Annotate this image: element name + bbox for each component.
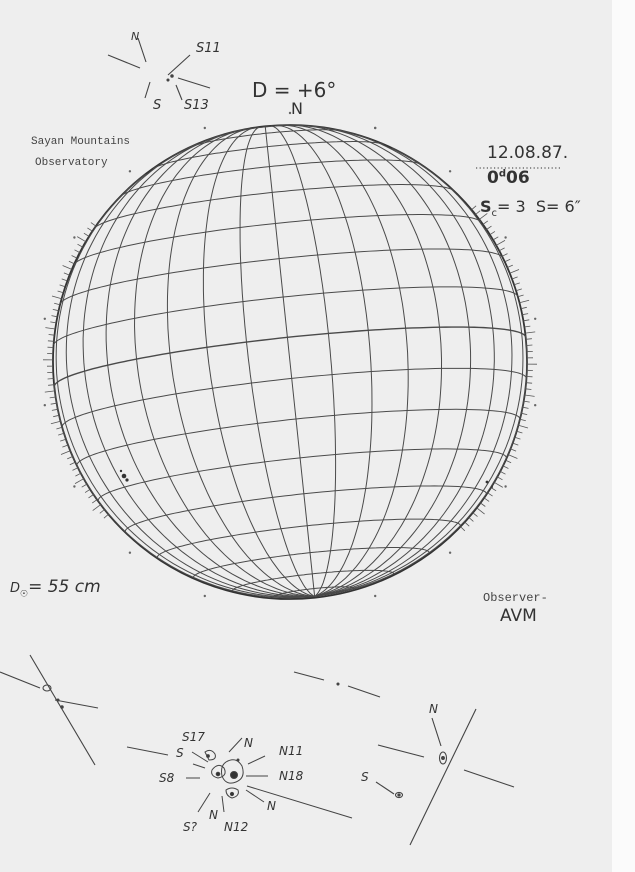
limb-tick-left — [50, 322, 56, 323]
limb-tick-right — [525, 395, 535, 396]
limb-tick-left — [58, 291, 64, 293]
limb-tick-right — [500, 471, 505, 474]
limb-tick-right — [503, 466, 508, 469]
limb-tick-right — [518, 425, 528, 428]
limb-tick-right — [477, 508, 485, 514]
limb-tick-right — [465, 522, 470, 526]
limb-tick-left — [62, 445, 68, 447]
limb-tick-left — [51, 421, 61, 424]
meridian-line — [224, 126, 314, 600]
limb-tick-left — [92, 500, 97, 504]
compass-rose — [108, 38, 210, 100]
limb-marker-dot — [129, 552, 131, 554]
limb-tick-left — [58, 433, 64, 435]
limb-tick-left — [56, 427, 62, 429]
group-s-question-label: S? — [183, 820, 197, 834]
limb-marker-dot — [449, 170, 451, 172]
group-n12-label: N12 — [224, 820, 249, 834]
limb-tick-right — [484, 498, 489, 502]
limb-tick-left — [52, 409, 58, 410]
limb-tick-right — [472, 206, 477, 210]
limb-tick-right — [526, 383, 532, 384]
limb-tick-left — [93, 505, 101, 511]
limb-tick-left — [89, 495, 94, 498]
limb-tick-left — [53, 415, 59, 416]
observation-time: 0$^d$06 — [487, 168, 530, 188]
limb-tick-right — [499, 248, 504, 251]
limb-tick-right — [497, 477, 502, 480]
limb-marker-dot — [534, 404, 536, 406]
meridian-line — [265, 109, 495, 596]
limb-tick-left — [91, 223, 96, 227]
declination-label: D = +6° — [252, 78, 337, 102]
limb-tick-left — [75, 250, 80, 253]
limb-tick-left — [85, 489, 90, 492]
limb-tick-left — [87, 228, 92, 231]
limb-tick-right — [526, 345, 532, 346]
limb-tick-right — [506, 460, 511, 463]
seeing-values: $S_c= 3$ S= 6″ — [480, 197, 581, 220]
limb-tick-right — [469, 518, 474, 522]
limb-tick-left — [52, 316, 58, 317]
limb-tick-left — [61, 451, 70, 455]
group-s8-label: S8 — [159, 771, 175, 785]
limb-tick-left — [45, 391, 55, 392]
limb-tick-left — [62, 279, 68, 281]
limb-tick-left — [72, 256, 77, 259]
limb-tick-right — [490, 231, 495, 234]
limb-marker-dot — [504, 485, 506, 487]
limb-tick-left — [48, 385, 54, 386]
compass-s13-label: S13 — [184, 98, 209, 113]
limb-tick-right — [481, 503, 486, 507]
observer-name: AVM — [500, 606, 537, 626]
limb-marker-dot — [204, 595, 206, 597]
limb-tick-right — [505, 259, 510, 262]
compass-s11-label: S11 — [196, 41, 221, 56]
limb-marker-dot — [44, 404, 46, 406]
limb-tick-left — [54, 303, 60, 305]
limb-tick-right — [496, 240, 505, 245]
limb-marker-dot — [73, 485, 75, 487]
limb-tick-right — [517, 431, 523, 433]
group-n-top-label: N — [244, 736, 253, 750]
sketch-strokes-middle — [294, 672, 380, 697]
limb-tick-right — [518, 295, 524, 297]
limb-tick-left — [60, 439, 66, 441]
limb-tick-right — [488, 493, 493, 496]
meridian-line — [266, 109, 519, 597]
north-mark: N — [291, 99, 303, 118]
limb-tick-right — [507, 265, 513, 267]
meridian-line — [265, 115, 432, 597]
limb-tick-left — [75, 473, 80, 476]
group-s17-label: S17 — [182, 730, 205, 744]
limb-tick-right — [487, 226, 492, 229]
limb-tick-right — [516, 289, 522, 291]
limb-marker-dot — [44, 318, 46, 320]
limb-tick-left — [82, 484, 87, 487]
limb-tick-right — [521, 413, 527, 414]
group-s-top-label: S — [176, 746, 184, 760]
limb-tick-right — [514, 283, 520, 285]
limb-tick-left — [63, 266, 72, 270]
right-sketch-s-label: S — [361, 770, 369, 784]
limb-tick-right — [524, 326, 530, 327]
limb-tick-left — [51, 403, 57, 404]
limb-tick-right — [473, 513, 478, 517]
limb-tick-left — [75, 479, 84, 484]
limb-tick-right — [461, 527, 465, 531]
limb-tick-right — [511, 449, 517, 451]
right-sketch-n-label: N — [429, 702, 438, 716]
limb-tick-right — [524, 401, 530, 402]
limb-tick-left — [60, 285, 66, 287]
limb-marker-dot — [204, 127, 206, 129]
limb-tick-left — [67, 457, 73, 459]
limb-tick-right — [491, 488, 496, 491]
disk-diameter: $D_☉= 55$ cm — [10, 577, 101, 600]
limb-marker-dot — [374, 127, 376, 129]
limb-tick-left — [73, 468, 78, 471]
heliographic-grid — [30, 102, 551, 623]
limb-tick-left — [50, 397, 56, 398]
limb-tick-right — [510, 270, 519, 274]
limb-tick-left — [48, 379, 54, 380]
limb-marker-dot — [374, 595, 376, 597]
limb-tick-right — [523, 320, 529, 321]
limb-tick-left — [104, 514, 109, 518]
limb-tick-right — [520, 300, 530, 303]
group-n11-label: N11 — [279, 744, 304, 758]
observatory-name: Sayan Mountains — [31, 136, 131, 148]
limb-tick-right — [526, 339, 532, 340]
limb-tick-right — [502, 254, 507, 257]
meridian-line — [147, 127, 314, 609]
observatory-word: Observatory — [35, 157, 108, 169]
limb-tick-right — [522, 314, 528, 315]
limb-marker-dot — [504, 236, 506, 238]
group-n-bottom-label: N — [209, 808, 218, 822]
limb-tick-right — [512, 277, 518, 279]
disk-spots — [120, 470, 493, 488]
limb-tick-left — [78, 244, 83, 247]
limb-tick-right — [526, 389, 532, 390]
limb-tick-right — [523, 407, 529, 408]
limb-tick-left — [100, 510, 105, 514]
limb-tick-right — [515, 437, 521, 439]
group-n-right-label: N — [267, 799, 276, 813]
limb-marker-dot — [129, 170, 131, 172]
compass-s-label: S — [153, 98, 162, 113]
compass-n-label: N — [131, 30, 140, 43]
limb-tick-left — [70, 462, 75, 465]
limb-marker-dot — [534, 318, 536, 320]
limb-tick-left — [52, 296, 62, 299]
limb-tick-left — [84, 233, 89, 236]
limb-tick-right — [521, 307, 527, 308]
limb-tick-right — [483, 221, 488, 225]
group-n18-label: N18 — [279, 769, 304, 783]
limb-tick-right — [494, 482, 503, 487]
limb-tick-right — [520, 419, 526, 421]
limb-tick-left — [49, 335, 55, 336]
limb-tick-right — [493, 237, 498, 240]
limb-tick-left — [53, 309, 59, 310]
limb-tick-right — [508, 455, 517, 459]
limb-tick-left — [69, 261, 74, 264]
observer-label: Observer- — [483, 591, 548, 605]
observation-date: 12.08.87. — [487, 143, 569, 163]
limb-tick-right — [525, 332, 535, 333]
sketch-right — [376, 709, 514, 845]
sketch-left — [0, 655, 98, 765]
limb-marker-dot — [73, 236, 75, 238]
limb-tick-left — [64, 273, 70, 275]
limb-marker-dot — [449, 552, 451, 554]
limb-tick-left — [45, 328, 55, 329]
limb-tick-left — [77, 237, 86, 242]
limb-tick-right — [513, 443, 519, 445]
limb-tick-left — [48, 341, 54, 342]
